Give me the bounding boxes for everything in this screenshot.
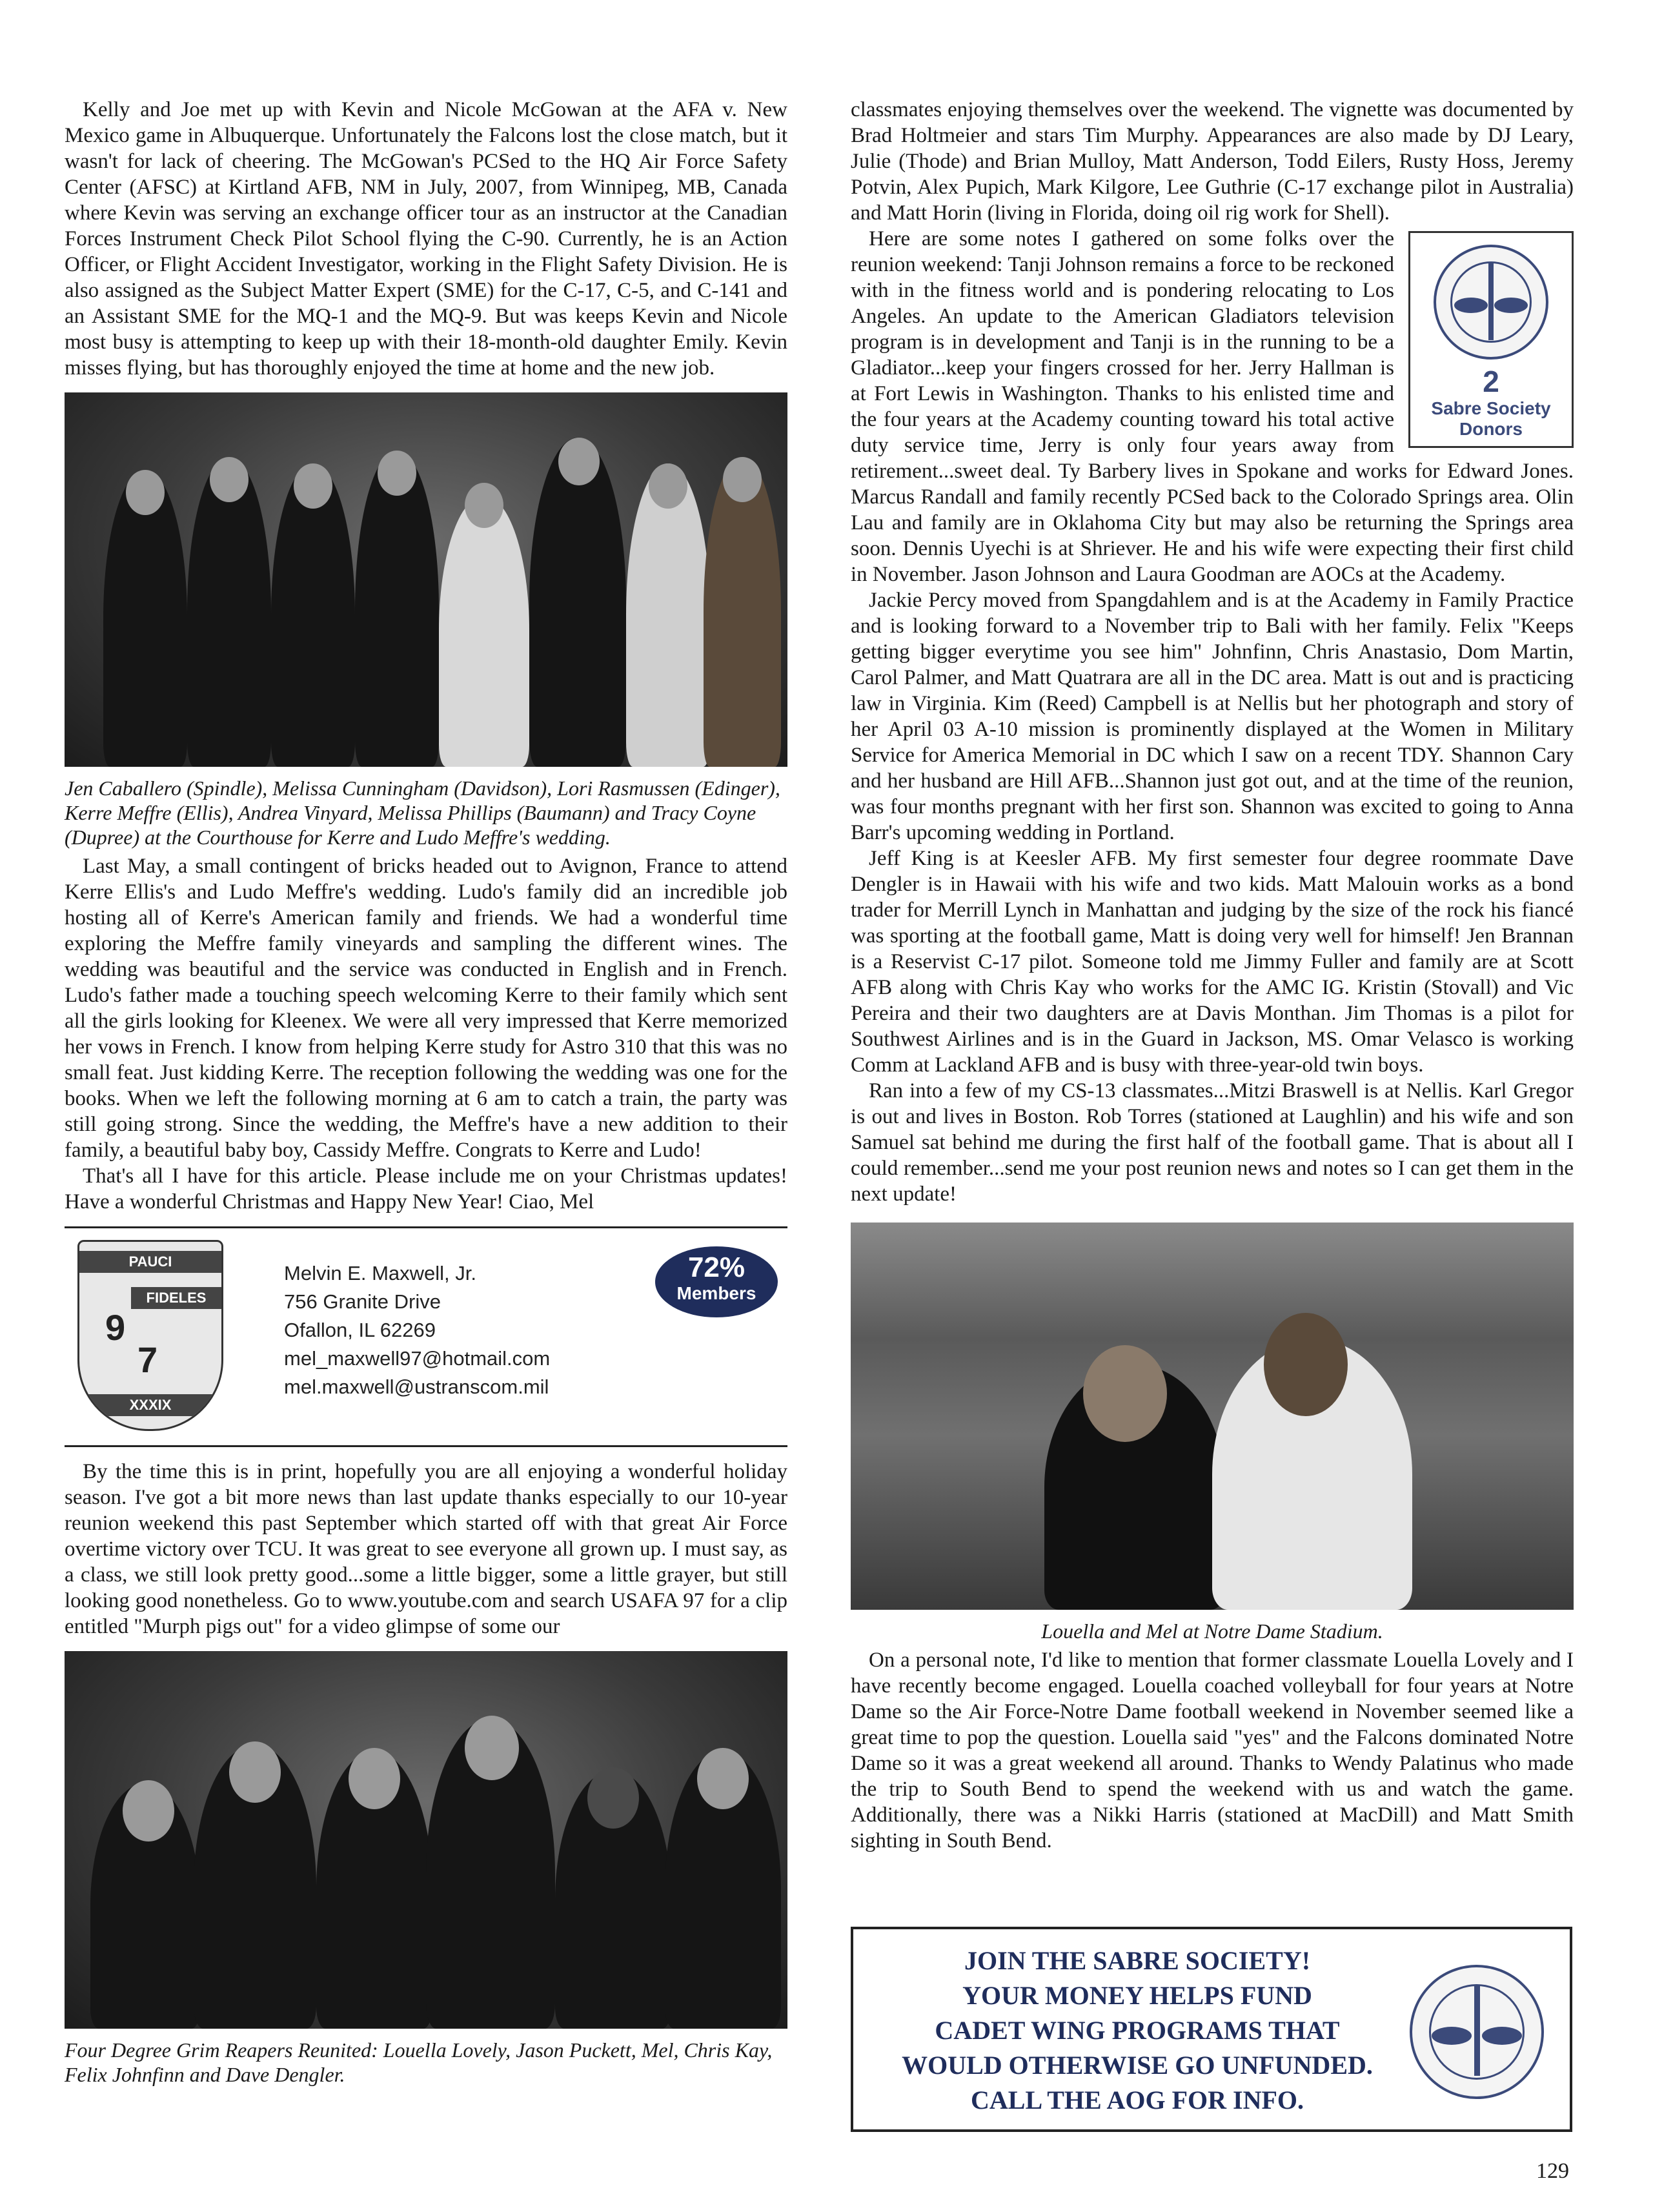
sabre-society-seal-icon (1410, 1965, 1544, 2099)
article-paragraph: Last May, a small contingent of bricks headed out to Avignon, France to attend Kerre Ellis's and Ludo Meffre's wedding. Ludo's family did an incredible job hosting all of Kerre's American family and friends. We had a wonderful time exploring the Meffre family vineyards and sampling the different wines. The wedding was beautiful and the service was conducted in English and in French. Ludo's father made a touching speech welcoming Kerre to their family which sent all the girls looking for Kleenex. We were all very impressed that Kerre memorized her vows in French. I know from helping Kerre study for Astro 310 that this was no small feat. Just kidding Kerre. The reception following the wedding was one for the books. When we left the following morning at 6 am to catch a train, the party was still going strong. Since the wedding, the Meffre's have a new addition to their family, a beautiful baby boy, Cassidy Meffre. Congrats to Kerre and Ludo! (65, 855, 787, 1162)
members-percent: 72% (687, 1252, 745, 1283)
article-paragraph: That's all I have for this article. Please include me on your Christmas updates! Have a wonderful Christmas and Happy New Year! Ciao, Mel (65, 1164, 787, 1213)
article-paragraph: On a personal note, I'd like to mention that former classmate Louella Lovely and I have recently become engaged. Louella coached volleyball for four years at Notre Dame so the Air Force-Notre Dame football weekend in November seemed like a great time to pop the question. Louella said "yes" and the Falcons dominated Notre Dame so it was a great weekend all around. Thanks to Wendy Palatinus who made the trip to South Bend to spend the weekend with us and watch the game. Additionally, there was a Nikki Harris (stationed at MacDill) and Matt Smith sighting in South Bend. (851, 1649, 1574, 1852)
bridesmaids-photo (65, 392, 787, 767)
sabre-society-ad-text: JOIN THE SABRE SOCIETY! YOUR MONEY HELPS FUND CADET WING PROGRAMS THAT WOULD OTHERWISE GO UNFUNDED. CALL THE AOG FOR INFO. (902, 1946, 1373, 2115)
page-number: 129 (1536, 2159, 1569, 2183)
article-paragraph: Kelly and Joe met up with Kevin and Nicole McGowan at the AFA v. New Mexico game in Albuquerque. Unfortunately the Falcons lost the close match, but it wasn't for lack of cheering. The McGowan's PCSed to the HQ Air Force Safety Center (AFSC) at Kirtland AFB, NM in July, 2007, from Winnipeg, MB, Canada where Kevin was serving an exchange officer tour as an instructor at the Canadian Forces Instrument Check Pilot School flying the C-90. Currently, he is an Action Officer, or Flight Accident Investigator, working in the Flight Safety Division. He is also assigned as the Subject Matter Expert (SME) for the C-17, C-5, and C-141 and an Assistant SME for the MQ-1 and the MQ-9. But was keeps Kevin and Nicole most busy is attempting to keep up with their 18-month-old daughter Emily. Kevin misses flying, but has thoroughly enjoyed the time at home and the new job. (65, 98, 787, 380)
photo-caption: Four Degree Grim Reapers Reunited: Louella Lovely, Jason Puckett, Mel, Chris Kay, Felix Johnfinn and Dave Dengler. (65, 2038, 773, 2086)
section-divider (65, 1445, 787, 1447)
article-paragraph: Jackie Percy moved from Spangdahlem and is at the Academy in Family Practice and is looking forward to a November trip to Bali with her family. Felix "Keeps getting bigger everytime you see him" Johnfinn, Chris Anastasio, Dom Martin, Carol Palmer, and Matt Quatrara are all in the DC area. Matt is out and is practicing law in Virginia. Kim (Reed) Campbell is at Nellis but her photograph and story of her April 03 A-10 mission is prominently displayed at the Women in Military Service for America Memorial in DC which I saw on a recent TDY. Shannon Cary and her husband are Hill AFB...Shannon just got out, and at the time of the reunion, was four months pregnant with her first son. Shannon was excited to going to Anna Barr's upcoming wedding in Portland. (851, 589, 1574, 844)
notre-dame-stadium-photo (851, 1223, 1574, 1610)
article-paragraph: Jeff King is at Keesler AFB. My first semester four degree roommate Dave Dengler is in Hawaii with his wife and two kids. Matt Malouin works as a bond trader for Merrill Lynch in Manhattan and judging by the size of the rock his fiancé was sporting at the football game, Matt is doing very well for himself! Jen Brannan is a Reservist C-17 pilot. Someone told me Jimmy Fuller and family are at Scott AFB along with Chris Kay who works for the AMC IG. Kristin (Stovall) and Vic Pereira and their two daughters are at Davis Monthan. Jim Thomas is a pilot for Southwest Airlines and is in the Guard in Jackson, MS. Omar Velasco is working Comm at Lackland AFB and is busy with three-year-old twin boys. (851, 847, 1574, 1077)
sabre-society-seal-icon (1434, 245, 1548, 360)
donor-count: 2 (1483, 365, 1499, 398)
photo-caption: Louella and Mel at Notre Dame Stadium. (1041, 1619, 1383, 1643)
contact-email[interactable]: mel.maxwell@ustranscom.mil (284, 1375, 549, 1398)
section-divider (65, 1226, 787, 1228)
sabre-society-ad (851, 1927, 1572, 2132)
contact-name: Melvin E. Maxwell, Jr. (284, 1262, 477, 1284)
members-label: Members (676, 1283, 756, 1303)
photo-caption: Jen Caballero (Spindle), Melissa Cunningham (Davidson), Lori Rasmussen (Edinger), Kerre Meffre (Ellis), Andrea Vinyard, Melissa Phillips (Baumann) and Tracy Coyne (Dupree) at the Courthouse for Kerre and Ludo Meffre's wedding. (65, 776, 780, 849)
left-column (65, 97, 787, 2091)
donor-label: Sabre Society (1431, 398, 1551, 418)
right-column (851, 97, 1574, 1854)
members-badge (655, 1246, 778, 1317)
class-crest-logo: PAUCI FIDELES 9 7 XXXIX (77, 1240, 223, 1431)
contact-street: 756 Granite Drive (284, 1290, 441, 1313)
article-paragraph: By the time this is in print, hopefully you are all enjoying a wonderful holiday season. I've got a bit more news than last update thanks especially to our 10-year reunion weekend this past September which started off with that great Air Force overtime victory over TCU. It was great to see everyone all grown up. I must say, as a class, we still look pretty good...some a little bigger, some a little grayer, but still looking good nonetheless. Go to www.youtube.com and search USAFA 97 for a clip entitled "Murph pigs out" for a video glimpse of some our (65, 1460, 787, 1638)
article-paragraph: classmates enjoying themselves over the weekend. The vignette was documented by Brad Holtmeier and stars Tim Murphy. Appearances are also made by DJ Leary, Julie (Thode) and Brian Mulloy, Matt Anderson, Todd Eilers, Rusty Hoss, Jeremy Potvin, Alex Pupich, Mark Kilgore, Lee Guthrie (C-17 exchange pilot in Australia) and Matt Horin (living in Florida, doing oil rig work for Shell). (851, 98, 1574, 225)
contact-address (284, 1259, 550, 1401)
article-paragraph: Ran into a few of my CS-13 classmates...Mitzi Braswell is at Nellis. Karl Gregor is out and lives in Boston. Rob Torres (stationed at Laughlin) and his wife and son Samuel sat behind me during the first half of the football game. That is about all I could remember...send me your post reunion news and notes so I can get them in the next update! (851, 1079, 1574, 1206)
contact-email[interactable]: mel_maxwell97@hotmail.com (284, 1347, 551, 1370)
grim-reapers-photo (65, 1651, 787, 2029)
contact-city: Ofallon, IL 62269 (284, 1319, 436, 1341)
article-paragraph: Here are some notes I gathered on some folks over the reunion weekend: Tanji Johnson remains a force to be reckoned with in the fitness world and is pondering relocating to Los Angeles. An update to the American Gladiators television program is in development and Tanji is in the running to be a Gladiator...keep your fingers crossed for her. Jerry Hallman is at Fort Lewis in Washington. Thanks to his enlisted time and the four years at the Academy counting toward his total active duty service time, Jerry is only four years away from retirement...sweet deal. Ty Barbery lives in Spokane and works for Edward Jones. Marcus Randall and family recently PCSed back to the Colorado Springs area. Olin Lau and family are in Oklahoma City but may also be returning the Springs area soon. Dennis Uyechi is at Shriever. He and his wife were expecting their first child in November. Jason Johnson and Laura Goodman are AOCs at the Academy. (851, 227, 1574, 586)
class-secretary-contact (65, 1240, 787, 1434)
sabre-society-donors-box (1408, 231, 1574, 448)
donor-label: Donors (1459, 419, 1523, 439)
